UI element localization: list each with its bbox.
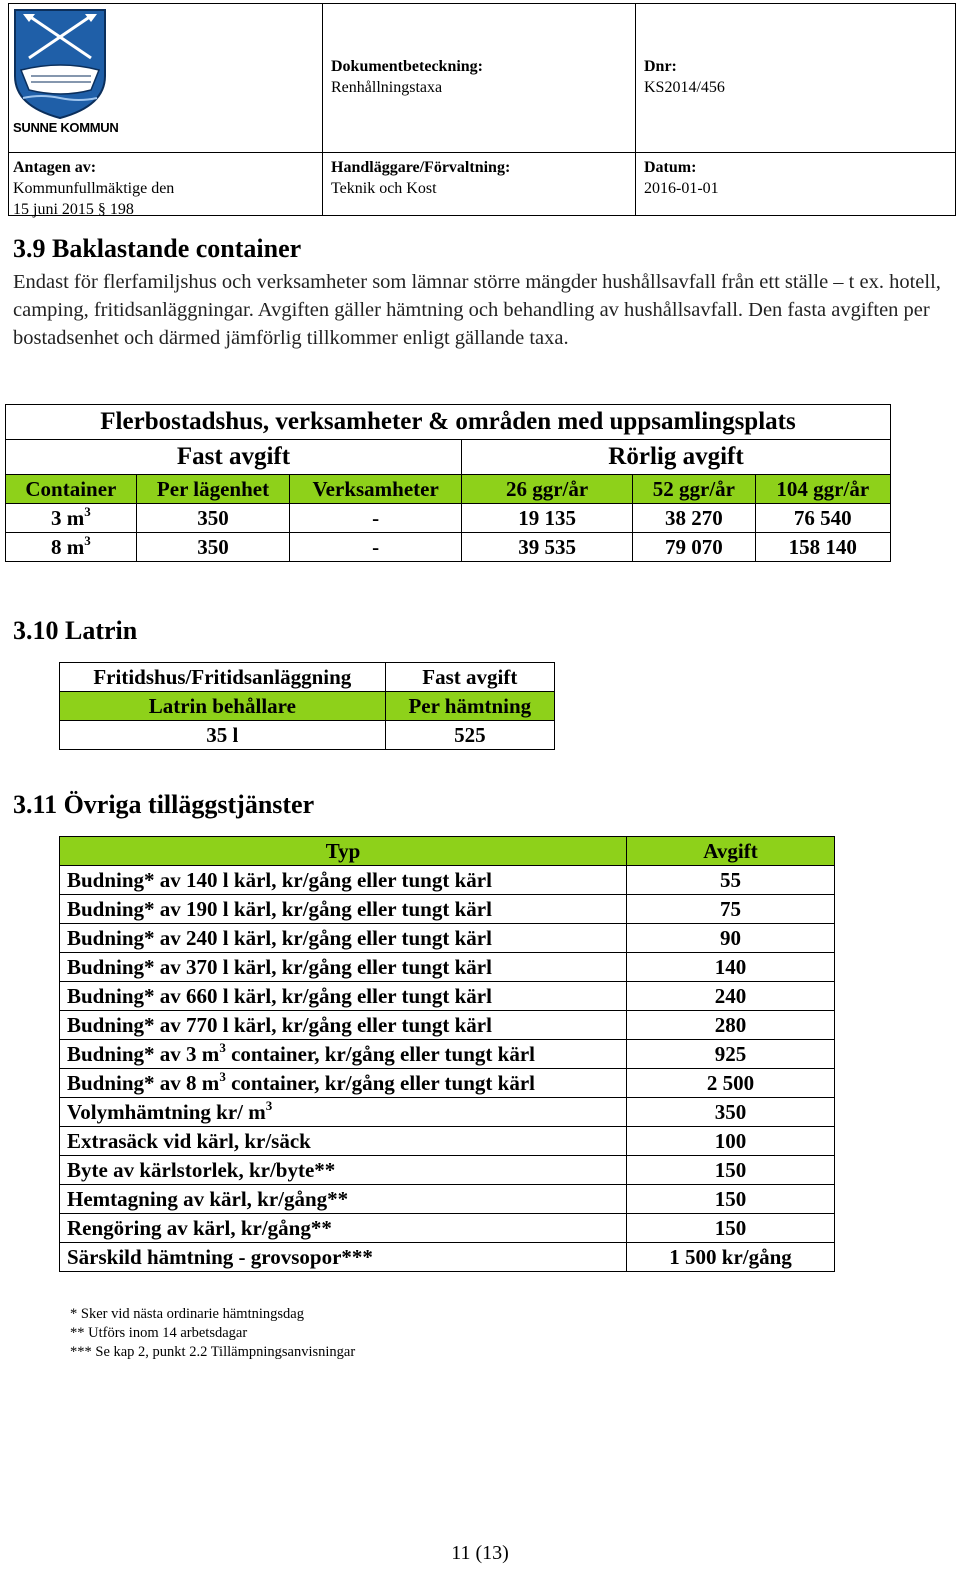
additional-services-table [59, 836, 835, 1272]
table-title: Flerbostadshus, verksamheter & områden med uppsamlingsplats [6, 405, 891, 440]
adopted-label: Antagen av: [13, 159, 97, 176]
column-header-row [6, 475, 891, 504]
service-fee: 150 [627, 1185, 835, 1214]
service-type: Budning* av 370 l kärl, kr/gång eller tungt kärl [60, 953, 627, 982]
adopted-by-cell [8, 152, 323, 216]
business-value: - [290, 504, 462, 533]
service-fee: 55 [627, 866, 835, 895]
service-fee: 90 [627, 924, 835, 953]
footnote: ** Utförs inom 14 arbetsdagar [70, 1325, 248, 1341]
service-fee: 75 [627, 895, 835, 924]
services-body [60, 866, 835, 1272]
section-heading-3-10: 3.10 Latrin [13, 616, 138, 645]
table-row [60, 1040, 835, 1069]
service-fee: 100 [627, 1127, 835, 1156]
handler-cell [322, 152, 636, 216]
doc-designation-cell [322, 3, 636, 153]
logo-text: SUNNE KOMMUN [13, 120, 119, 135]
service-type: Särskild hämtning - grovsopor*** [60, 1243, 627, 1272]
section-paragraph-3-9: Endast för flerfamiljshus och verksamheter som lämnar större mängder hushållsavfall från ett ställe – t ex. hotell, camping, fritidsanläggningar. Avgiften gäller hämtning och behandling av hushållsavfall. Den fasta avgiften per bostadsenhet och därmed jämförlig tillkommer enligt gällande taxa. [13, 271, 941, 349]
value-52: 38 270 [633, 504, 755, 533]
service-fee: 140 [627, 953, 835, 982]
doc-value: Renhållningstaxa [331, 79, 443, 96]
table-row [60, 1243, 835, 1272]
service-fee: 925 [627, 1040, 835, 1069]
date-label: Datum: [644, 159, 697, 176]
container-fee-table [5, 404, 891, 562]
latrine-header-1: Fritidshus/Fritidsanläggning [60, 663, 386, 692]
section-heading-3-9: 3.9 Baklastande container [13, 234, 302, 263]
date-cell [635, 152, 956, 216]
handler-label: Handläggare/Förvaltning: [331, 159, 511, 176]
latrine-size: 35 l [60, 721, 386, 750]
service-type: Budning* av 660 l kärl, kr/gång eller tungt kärl [60, 982, 627, 1011]
table-row [60, 924, 835, 953]
col-header: 52 ggr/år [633, 475, 755, 504]
latrine-fee-table [59, 662, 555, 750]
service-fee: 280 [627, 1011, 835, 1040]
table-row [60, 1185, 835, 1214]
latrine-fee: 525 [385, 721, 554, 750]
adopted-value-2: 15 juni 2015 § 198 [13, 201, 134, 218]
service-type: Budning* av 240 l kärl, kr/gång eller tungt kärl [60, 924, 627, 953]
section-heading-3-11: 3.11 Övriga tilläggstjänster [13, 790, 315, 819]
variable-fee-header: Rörlig avgift [461, 440, 890, 475]
table-row [60, 1214, 835, 1243]
service-fee: 150 [627, 1214, 835, 1243]
date-value: 2016-01-01 [644, 180, 719, 197]
handler-value: Teknik och Kost [331, 180, 437, 197]
page-number: 11 (13) [451, 1542, 509, 1564]
col-header: 104 ggr/år [755, 475, 890, 504]
col-header: Per lägenhet [136, 475, 290, 504]
table-row [60, 721, 555, 750]
service-type: Budning* av 140 l kärl, kr/gång eller tungt kärl [60, 866, 627, 895]
service-fee: 150 [627, 1156, 835, 1185]
table-row [60, 1127, 835, 1156]
value-26: 19 135 [461, 504, 632, 533]
business-value: - [290, 533, 462, 562]
service-type: Extrasäck vid kärl, kr/säck [60, 1127, 627, 1156]
adopted-value-1: Kommunfullmäktige den [13, 180, 175, 197]
table-row [60, 1011, 835, 1040]
container-size: 3 $m^3$ [6, 504, 137, 533]
col-header: Verksamheter [290, 475, 462, 504]
service-fee: 240 [627, 982, 835, 1011]
latrine-subheader-2: Per hämtning [385, 692, 554, 721]
table-row [60, 1069, 835, 1098]
table-row [60, 1156, 835, 1185]
value-26: 39 535 [461, 533, 632, 562]
service-type: Budning* av 190 l kärl, kr/gång eller tungt kärl [60, 895, 627, 924]
service-type: Volymhämtning kr/ $m^3$ [60, 1098, 627, 1127]
fixed-fee-header: Fast avgift [6, 440, 462, 475]
doc-label: Dokumentbeteckning: [331, 58, 484, 75]
table-row [60, 982, 835, 1011]
service-fee: 1 500 kr/gång [627, 1243, 835, 1272]
table-row [6, 504, 891, 533]
service-type: Hemtagning av kärl, kr/gång** [60, 1185, 627, 1214]
latrine-subheader-1: Latrin behållare [60, 692, 386, 721]
latrine-header-2: Fast avgift [385, 663, 554, 692]
footnote: *** Se kap 2, punkt 2.2 Tillämpningsanvisningar [70, 1344, 356, 1360]
col-header: Container [6, 475, 137, 504]
service-type: Budning* av 3 $m^3$ container, kr/gång eller tungt kärl [60, 1040, 627, 1069]
dnr-cell [635, 3, 956, 153]
table-row [60, 895, 835, 924]
footnote: * Sker vid nästa ordinarie hämtningsdag [70, 1306, 304, 1322]
fee-header: Avgift [627, 837, 835, 866]
service-type: Byte av kärlstorlek, kr/byte** [60, 1156, 627, 1185]
service-type: Rengöring av kärl, kr/gång** [60, 1214, 627, 1243]
col-header: 26 ggr/år [461, 475, 632, 504]
service-type: Budning* av 770 l kärl, kr/gång eller tungt kärl [60, 1011, 627, 1040]
value-104: 158 140 [755, 533, 890, 562]
value-104: 76 540 [755, 504, 890, 533]
service-fee: 350 [627, 1098, 835, 1127]
per-apartment-value: 350 [136, 533, 290, 562]
container-size: 8 $m^3$ [6, 533, 137, 562]
service-fee: 2 500 [627, 1069, 835, 1098]
column-header-row [60, 837, 835, 866]
footnotes [70, 1305, 355, 1362]
document-header [8, 3, 956, 216]
dnr-label: Dnr: [644, 58, 677, 75]
dnr-value: KS2014/456 [644, 79, 725, 96]
value-52: 79 070 [633, 533, 755, 562]
type-header: Typ [60, 837, 627, 866]
table-row [60, 953, 835, 982]
table-row [6, 533, 891, 562]
table-row [60, 866, 835, 895]
per-apartment-value: 350 [136, 504, 290, 533]
table-row [60, 1098, 835, 1127]
service-type: Budning* av 8 $m^3$ container, kr/gång eller tungt kärl [60, 1069, 627, 1098]
logo-cell [8, 3, 323, 153]
